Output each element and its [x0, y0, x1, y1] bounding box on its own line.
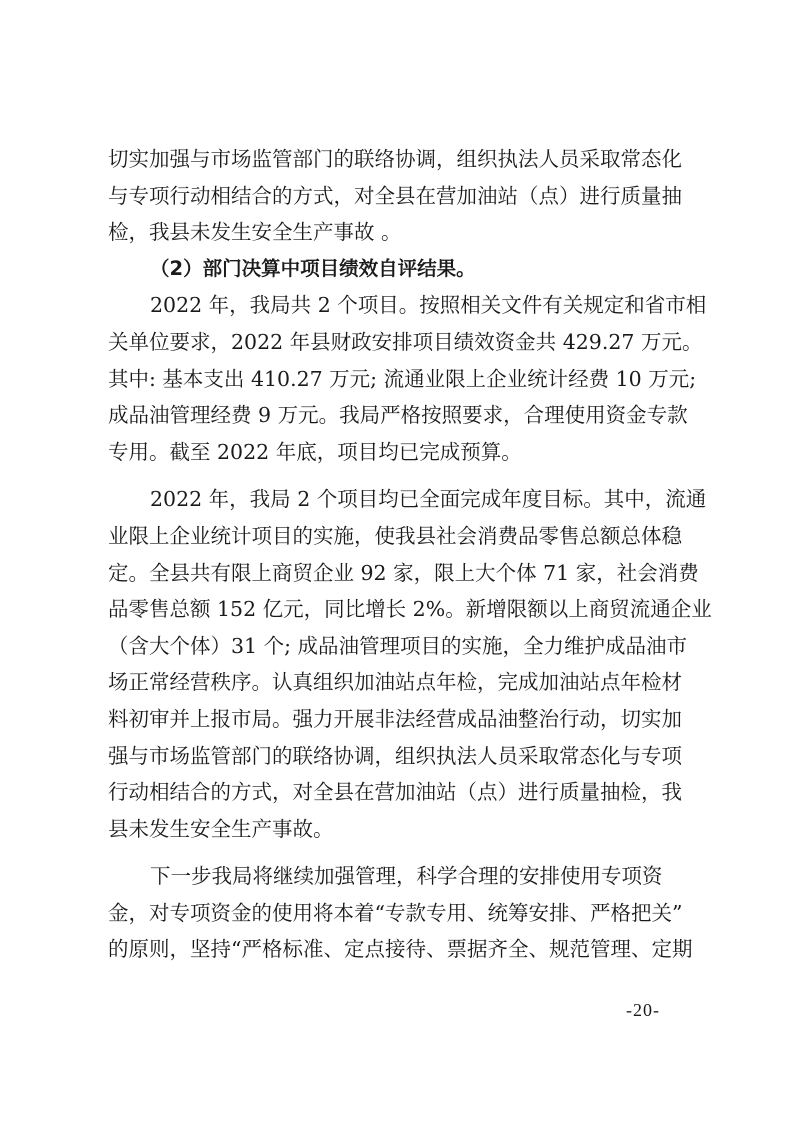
paragraph-project-results	[108, 481, 712, 847]
text-line: 2022 年，我局共 2 个项目。按照相关文件有关规定和省市相	[150, 293, 707, 318]
text-line: 关单位要求，2022 年县财政安排项目绩效资金共 429.27 万元。	[108, 329, 703, 354]
paragraph-project-budget	[108, 287, 707, 470]
text-line: 与专项行动相结合的方式，对全县在营加油站（点）进行质量抽	[108, 183, 682, 208]
text-line: 金，对专项资金的使用将本着“专款专用、统筹安排、严格把关”	[108, 900, 683, 925]
text-line: 下一步我局将继续加强管理，科学合理的安排使用专项资	[150, 864, 663, 889]
text-line: 行动相结合的方式，对全县在营加油站（点）进行质量抽检，我	[108, 780, 682, 805]
text-line: 强与市场监管部门的联络协调，组织执法人员采取常态化与专项	[108, 743, 682, 768]
text-line: 专用。截至 2022 年底，项目均已完成预算。	[108, 439, 522, 464]
text-line: 料初审并上报市局。强力开展非法经营成品油整治行动，切实加	[108, 706, 682, 731]
text-line: 品零售总额 152 亿元，同比增长 2%。新增限额以上商贸流通企业	[108, 597, 712, 622]
text-line: （含大个体）31 个; 成品油管理项目的实施，全力维护成品油市	[108, 633, 688, 658]
text-line: 切实加强与市场监管部门的联络协调，组织执法人员采取常态化	[108, 147, 682, 171]
text-line: 定。全县共有限上商贸企业 92 家，限上大个体 71 家，社会消费	[108, 560, 699, 585]
text-line: 的原则，坚持“严格标准、定点接待、票据齐全、规范管理、定期	[108, 937, 693, 962]
text-line: 检，我县未发生安全生产事故 。	[108, 220, 402, 245]
text-line: 场正常经营秩序。认真组织加油站点年检，完成加油站点年检材	[108, 670, 682, 695]
paragraph-gap	[108, 470, 688, 481]
paragraph-next-steps	[108, 858, 693, 968]
page-number: -20-	[626, 1000, 660, 1020]
section-heading	[108, 251, 688, 288]
heading-text: （2）部门决算中项目绩效自评结果。	[150, 256, 476, 280]
paragraph-gap	[108, 847, 688, 858]
body-text	[108, 141, 712, 968]
text-line: 业限上企业统计项目的实施，使我县社会消费品零售总额总体稳	[108, 523, 682, 548]
text-line: 县未发生安全生产事故。	[108, 816, 334, 841]
text-line: 其中: 基本支出 410.27 万元; 流通业限上企业统计经费 10 万元;	[108, 366, 697, 391]
text-line: 2022 年，我局 2 个项目均已全面完成年度目标。其中，流通	[150, 487, 707, 512]
paragraph-continuation	[108, 141, 688, 251]
text-line: 成品油管理经费 9 万元。我局严格按照要求，合理使用资金专款	[108, 403, 688, 428]
